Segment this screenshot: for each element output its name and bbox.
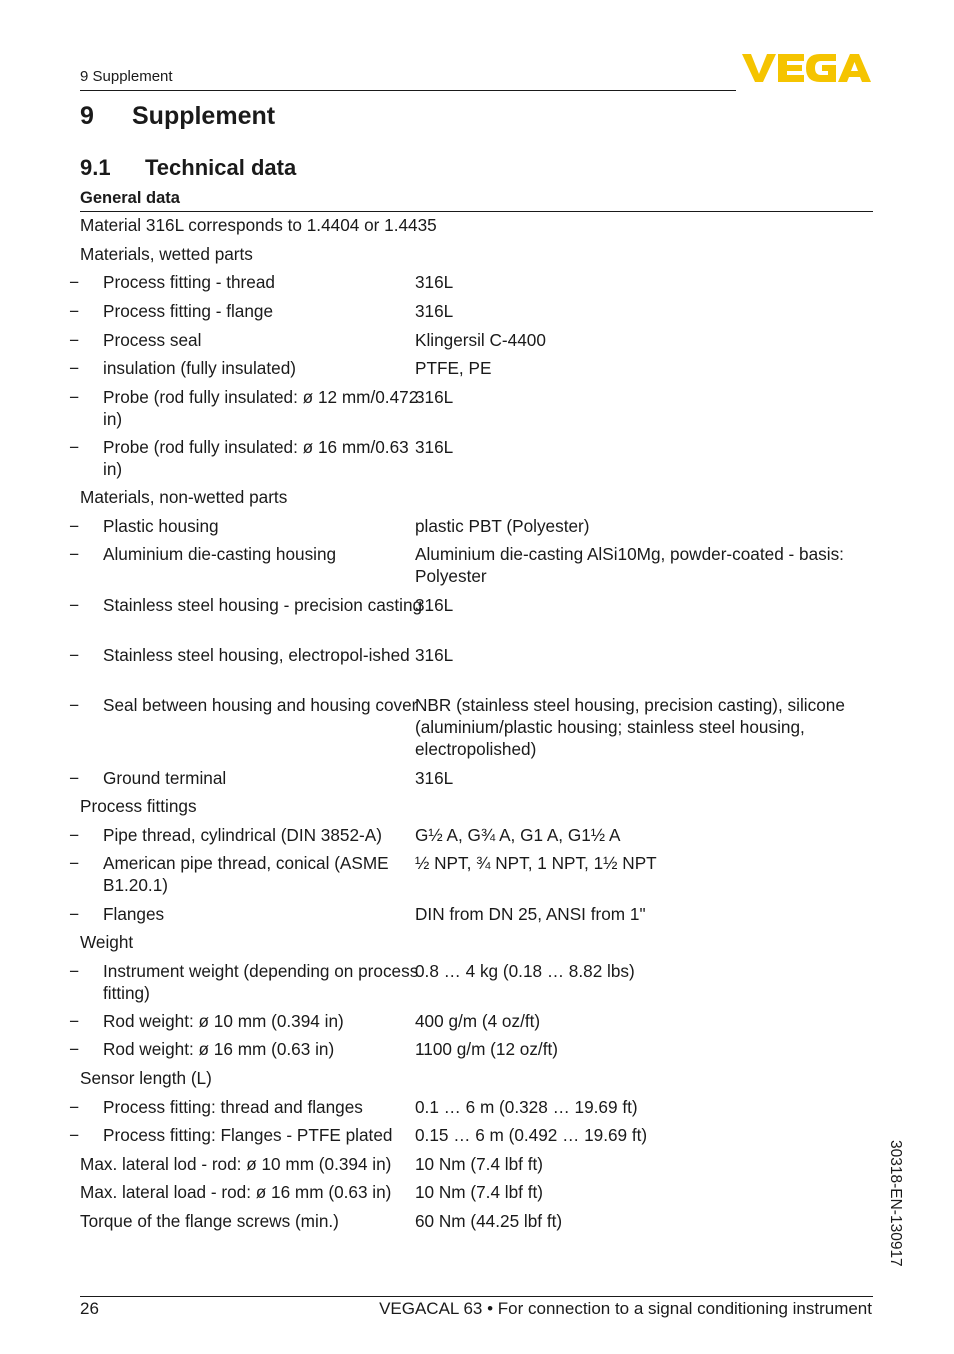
page-number: 26 xyxy=(80,1299,99,1318)
document-code-text: 30318-EN-130917 xyxy=(887,1140,904,1267)
list-dash: − xyxy=(69,1039,80,1059)
row-label-text: Probe (rod fully insulated: ø 12 mm/0.472 in) xyxy=(103,387,419,429)
list-dash: − xyxy=(69,301,80,321)
list-dash: − xyxy=(69,1097,80,1117)
list-dash: − xyxy=(69,961,80,981)
row-label xyxy=(69,1010,427,1032)
row-label-text: Sensor length (L) xyxy=(80,1068,212,1088)
row-value: DIN from DN 25, ANSI from 1" xyxy=(415,904,646,924)
row-value: NBR (stainless steel housing, precision casting), silicone (aluminium/plastic housing; stainless steel housing, electropolished) xyxy=(415,695,845,759)
row-label-text: Aluminium die-casting housing xyxy=(103,544,337,564)
row-label-text: insulation (fully insulated) xyxy=(103,358,296,378)
row-label xyxy=(80,486,410,508)
row-label xyxy=(69,852,427,896)
list-dash: − xyxy=(69,272,80,292)
row-label xyxy=(69,300,427,322)
row-label xyxy=(80,1153,410,1175)
row-label xyxy=(69,436,427,480)
row-value: 316L xyxy=(415,437,454,457)
row-label-text: Material 316L corresponds to 1.4404 or 1.4435 xyxy=(80,215,437,235)
row-label xyxy=(69,1038,427,1060)
row-label-text: Rod weight: ø 10 mm (0.394 in) xyxy=(103,1011,344,1031)
row-label-text: Process fitting: Flanges - PTFE plated xyxy=(103,1125,393,1145)
list-dash: − xyxy=(69,595,80,615)
row-label xyxy=(69,543,427,565)
row-value: ½ NPT, ¾ NPT, 1 NPT, 1½ NPT xyxy=(415,853,657,873)
list-dash: − xyxy=(69,387,80,407)
row-label xyxy=(69,357,427,379)
section-title: Technical data xyxy=(145,155,297,180)
row-value: 60 Nm (44.25 lbf ft) xyxy=(415,1211,563,1231)
list-dash: − xyxy=(69,358,80,378)
list-dash: − xyxy=(69,825,80,845)
row-value: 316L xyxy=(415,272,454,292)
row-label-text: Process fittings xyxy=(80,796,197,816)
list-dash: − xyxy=(69,853,80,873)
list-dash: − xyxy=(69,544,80,564)
row-label-text: Plastic housing xyxy=(103,516,219,536)
row-label-text: Instrument weight (depending on process fitting) xyxy=(103,961,419,1003)
footer-divider xyxy=(80,1296,873,1297)
list-dash: − xyxy=(69,437,80,457)
list-dash: − xyxy=(69,645,80,665)
row-value: 10 Nm (7.4 lbf ft) xyxy=(415,1182,543,1202)
row-label-text: Process seal xyxy=(103,330,202,350)
list-dash: − xyxy=(69,768,80,788)
row-label xyxy=(69,960,427,1004)
row-label xyxy=(69,271,427,293)
list-dash: − xyxy=(69,516,80,536)
row-label-text: Stainless steel housing - precision casting xyxy=(103,595,423,615)
row-label xyxy=(80,214,680,236)
document-code xyxy=(886,1140,904,1290)
row-label-text: Max. lateral lod - rod: ø 10 mm (0.394 in) xyxy=(80,1154,392,1174)
row-label xyxy=(69,824,427,846)
list-dash: − xyxy=(69,1125,80,1145)
row-label xyxy=(69,644,427,666)
footer-document-title: VEGACAL 63 • For connection to a signal conditioning instrument xyxy=(379,1299,872,1318)
row-label-text: Process fitting: thread and flanges xyxy=(103,1097,363,1117)
row-label-text: Weight xyxy=(80,932,134,952)
row-label xyxy=(69,1096,427,1118)
header-section-label: 9 Supplement xyxy=(80,68,173,85)
row-label xyxy=(69,594,427,616)
row-value: 0.15 … 6 m (0.492 … 19.69 ft) xyxy=(415,1125,648,1145)
row-value: 0.1 … 6 m (0.328 … 19.69 ft) xyxy=(415,1097,638,1117)
row-value: G½ A, G¾ A, G1 A, G1½ A xyxy=(415,825,621,845)
row-label xyxy=(80,243,410,265)
row-label xyxy=(69,329,427,351)
chapter-number: 9 xyxy=(80,102,94,130)
technical-data-table xyxy=(69,0,873,1354)
list-dash: − xyxy=(69,1011,80,1031)
row-label-text: Flanges xyxy=(103,904,165,924)
row-label-text: Seal between housing and housing cover xyxy=(103,695,418,715)
row-value: 1100 g/m (12 oz/ft) xyxy=(415,1039,558,1059)
row-label-text: Process fitting - thread xyxy=(103,272,275,292)
row-value: Klingersil C-4400 xyxy=(415,330,546,350)
row-value: 400 g/m (4 oz/ft) xyxy=(415,1011,541,1031)
section-number: 9.1 xyxy=(80,155,111,180)
row-label xyxy=(69,386,427,430)
row-label-text: Materials, wetted parts xyxy=(80,244,253,264)
row-value: 10 Nm (7.4 lbf ft) xyxy=(415,1154,543,1174)
list-dash: − xyxy=(69,904,80,924)
row-label xyxy=(80,1181,410,1203)
row-label xyxy=(80,795,410,817)
list-dash: − xyxy=(69,695,80,715)
row-value: 0.8 … 4 kg (0.18 … 8.82 lbs) xyxy=(415,961,635,981)
row-value: 316L xyxy=(415,387,454,407)
row-value: plastic PBT (Polyester) xyxy=(415,516,590,536)
row-label-text: Process fitting - flange xyxy=(103,301,274,321)
row-label xyxy=(80,1067,410,1089)
table-subheading: General data xyxy=(80,189,180,207)
row-value: 316L xyxy=(415,301,454,321)
row-label-text: Torque of the flange screws (min.) xyxy=(80,1211,339,1231)
row-value: Aluminium die-casting AlSi10Mg, powder-coated - basis: Polyester xyxy=(415,544,844,586)
row-label xyxy=(69,694,427,716)
row-label xyxy=(69,903,427,925)
row-value: 316L xyxy=(415,768,454,788)
row-label-text: Materials, non-wetted parts xyxy=(80,487,288,507)
row-label-text: Probe (rod fully insulated: ø 16 mm/0.63 in) xyxy=(103,437,409,479)
row-label xyxy=(69,515,427,537)
row-value: PTFE, PE xyxy=(415,358,492,378)
chapter-title: Supplement xyxy=(132,102,276,130)
row-label xyxy=(80,1210,410,1232)
row-value: 316L xyxy=(415,595,454,615)
row-value: 316L xyxy=(415,645,454,665)
row-label-text: American pipe thread, conical (ASME B1.20.1) xyxy=(103,853,389,895)
row-label-text: Ground terminal xyxy=(103,768,227,788)
row-label-text: Stainless steel housing, electropol-ished xyxy=(103,645,410,665)
row-label xyxy=(69,767,427,789)
row-label xyxy=(80,931,410,953)
row-label-text: Max. lateral load - rod: ø 16 mm (0.63 in) xyxy=(80,1182,392,1202)
row-label-text: Rod weight: ø 16 mm (0.63 in) xyxy=(103,1039,335,1059)
row-label xyxy=(69,1124,427,1146)
list-dash: − xyxy=(69,330,80,350)
row-label-text: Pipe thread, cylindrical (DIN 3852-A) xyxy=(103,825,382,845)
